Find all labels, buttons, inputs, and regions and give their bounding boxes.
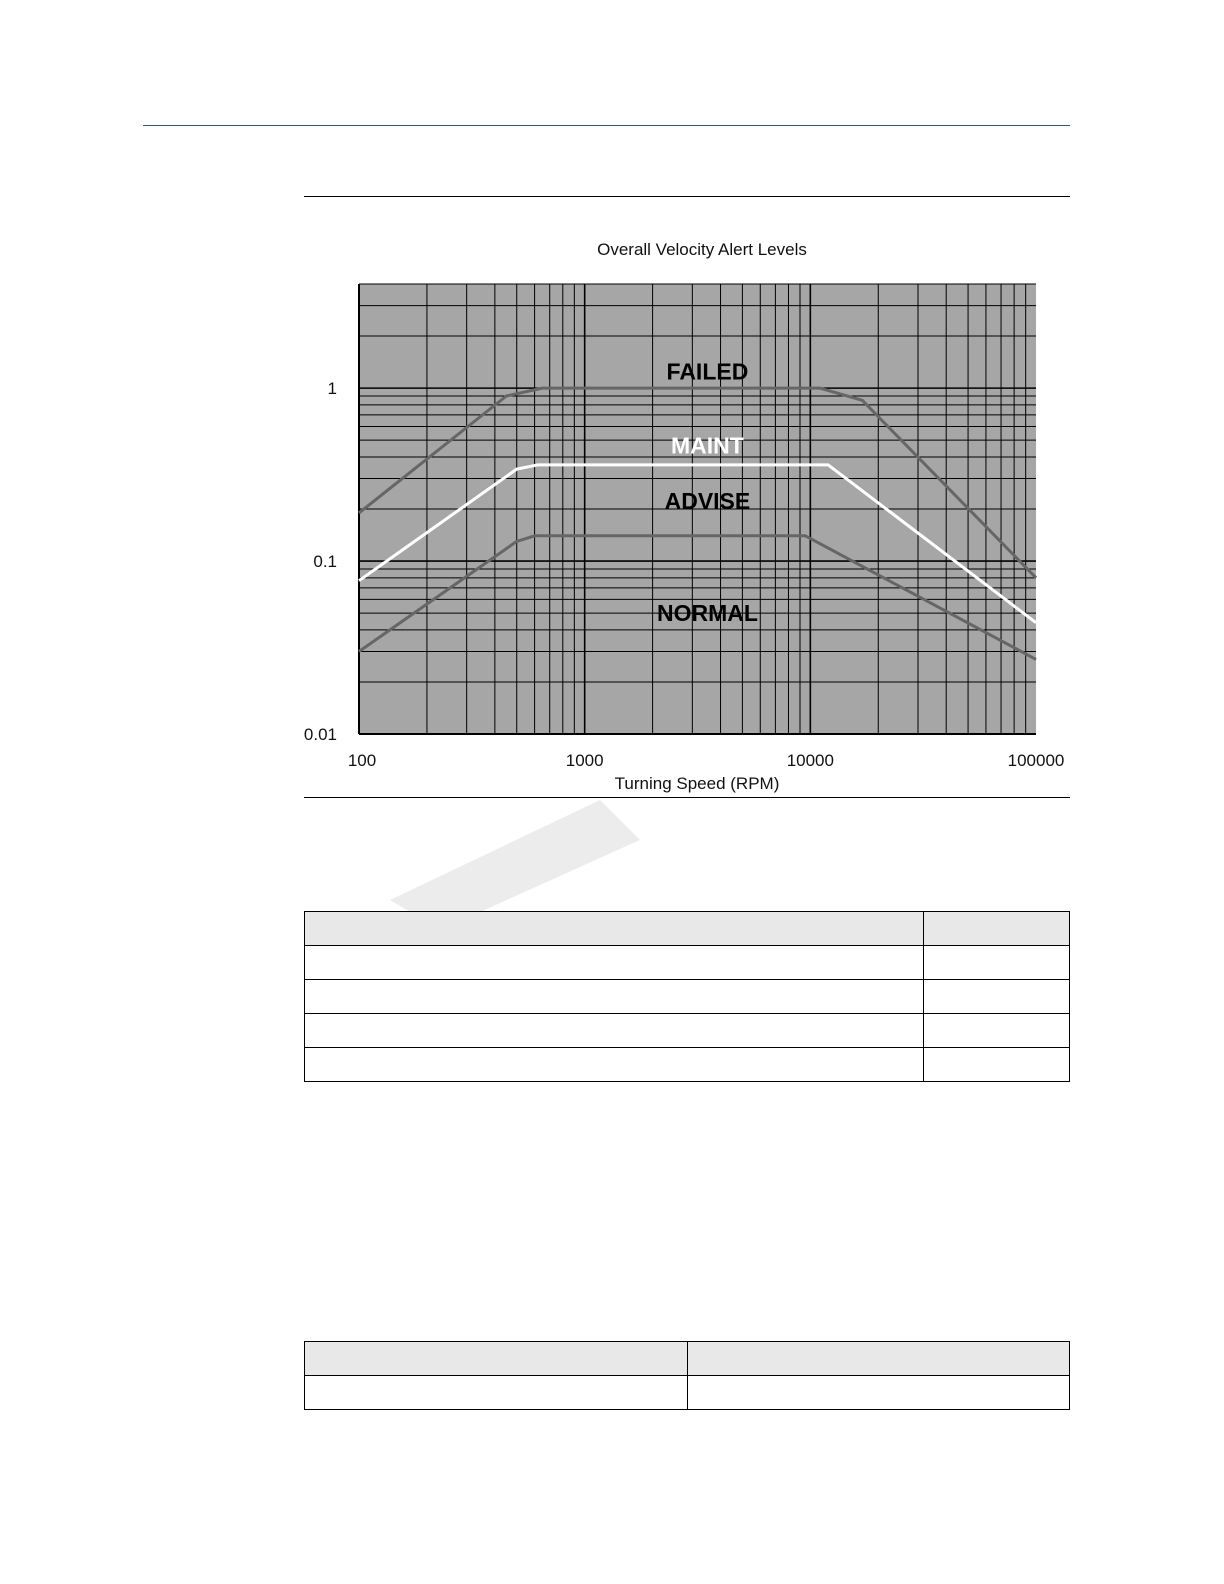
x-axis-label: Turning Speed (RPM) — [614, 774, 780, 793]
x-tick-label: 10000 — [786, 751, 834, 770]
table-1-cell — [305, 1014, 924, 1048]
table-2 — [304, 1341, 1070, 1410]
x-tick-label: 1000 — [565, 751, 604, 770]
table-1-cell — [305, 1048, 924, 1082]
table-1-header-cell — [305, 912, 924, 946]
y-tick-label: 1 — [327, 379, 337, 399]
x-tick-label: 100 — [347, 751, 377, 770]
table-1-cell — [305, 980, 924, 1014]
chart-title: Overall Velocity Alert Levels — [597, 240, 807, 259]
zone-label: ADVISE — [664, 488, 751, 514]
table-1-cell — [924, 1014, 1070, 1048]
table-1-header-cell — [924, 912, 1070, 946]
table-1 — [304, 911, 1070, 1082]
zone-label: MAINT — [671, 432, 744, 459]
table-2-header-cell — [688, 1342, 1070, 1376]
zone-label: FAILED — [666, 358, 749, 385]
y-tick-label: 0.1 — [313, 552, 337, 572]
table-1-cell — [924, 946, 1070, 980]
table-2-cell — [305, 1376, 688, 1410]
table-1-cell — [924, 980, 1070, 1014]
plot-area — [304, 284, 1064, 770]
y-tick-label: 0.01 — [303, 725, 337, 744]
table-1-cell — [924, 1048, 1070, 1082]
table-2-header-cell — [305, 1342, 688, 1376]
zone-label: NORMAL — [656, 600, 758, 627]
table-2-cell — [688, 1376, 1070, 1410]
table-1-cell — [305, 946, 924, 980]
x-tick-label: 100000 — [1007, 751, 1065, 770]
